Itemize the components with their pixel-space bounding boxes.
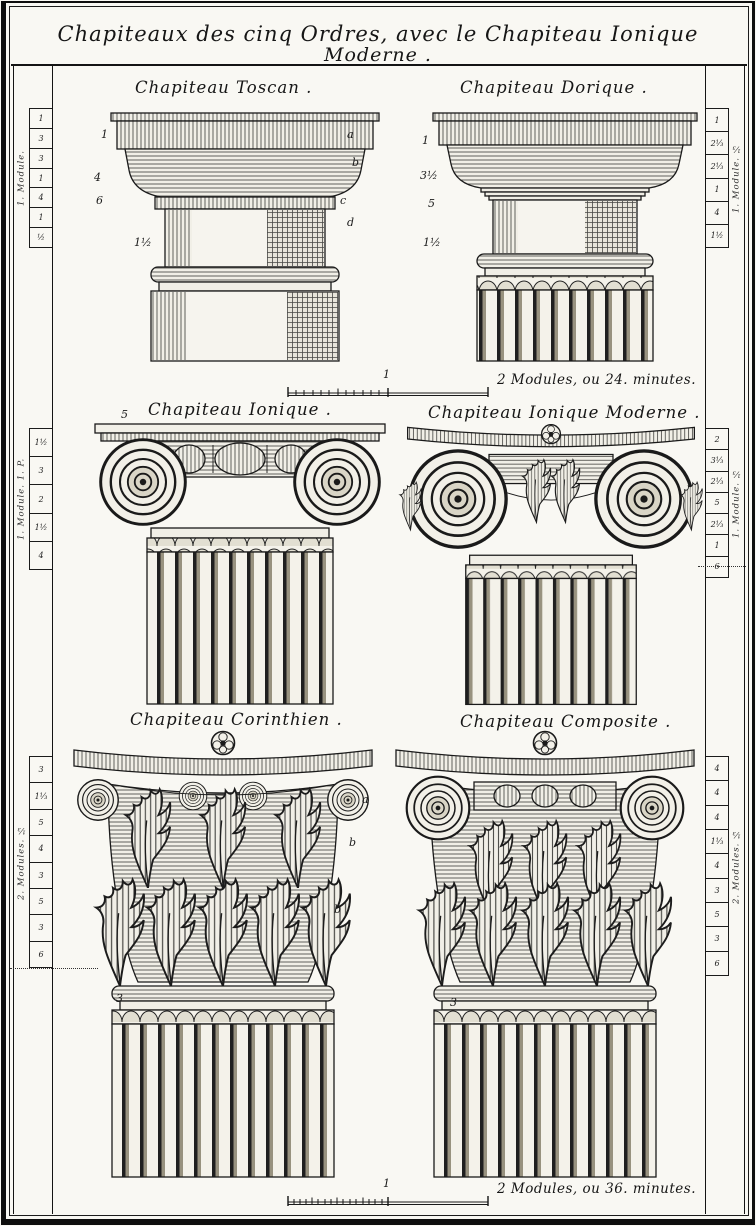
scale-cell: 4	[706, 757, 728, 781]
scale-cell: 2	[706, 429, 728, 450]
scale-cell: 1	[30, 208, 52, 228]
right-scale-ionique-moderne-label: 1. Module. ⅓	[731, 467, 742, 539]
title-ionique-moderne: Chapiteau Ionique Moderne .	[428, 403, 701, 422]
corinthian-capital-figure	[68, 728, 378, 1178]
annotation-label: 5	[121, 408, 128, 421]
scale-cell: 2	[30, 485, 52, 513]
scale-cell: 3	[30, 757, 52, 783]
scale-cell: 5	[30, 810, 52, 836]
scale-cell: 3⅓	[706, 450, 728, 471]
right-scale-dorique	[706, 108, 744, 248]
composite-capital-figure	[390, 728, 700, 1178]
title-rule	[11, 64, 747, 66]
scale-bar-top-label: 2 Modules, ou 24. minutes.	[497, 372, 697, 388]
title-corinthien: Chapiteau Corinthien .	[130, 710, 343, 729]
scale-cell: 2⅓	[706, 132, 728, 155]
scale-cell: 1	[706, 535, 728, 556]
scale-bar-bottom-rule	[287, 1194, 489, 1207]
scale-cell: 5	[706, 493, 728, 514]
scale-cell: 1½	[706, 225, 728, 248]
left-scale-ionique	[14, 428, 52, 570]
annotation-label: b	[349, 836, 357, 849]
annotation-label: c	[340, 194, 347, 207]
scale-cell: 4	[30, 836, 52, 862]
annotation-label: b	[352, 156, 360, 169]
annotation-label: 3½	[420, 169, 438, 182]
annotation-label: d	[347, 216, 355, 229]
scale-cell: 1⅓	[706, 830, 728, 854]
right-scale-composite-label: 2. Modules. ⅓	[731, 827, 742, 905]
title-ionique: Chapiteau Ionique .	[148, 400, 332, 419]
modern-ionic-capital-figure	[396, 415, 706, 710]
left-scale-corinthien	[14, 756, 52, 968]
scale-cell: 2⅓	[706, 514, 728, 535]
scale-cell: 3	[30, 863, 52, 889]
scale-bar-top-rule	[287, 385, 489, 398]
scale-cell: 1½	[30, 429, 52, 457]
scale-cell: 3	[30, 457, 52, 485]
annotation-label: 6	[96, 194, 103, 207]
scale-cell: 4	[30, 188, 52, 208]
annotation-label: b	[334, 903, 342, 916]
annotation-label: 1½	[423, 236, 441, 249]
scale-cell: 3	[706, 927, 728, 951]
annotation-label: 3	[450, 996, 457, 1009]
scale-cell: 5	[706, 903, 728, 927]
annotation-label: 4	[94, 171, 101, 184]
scale-cell: 6	[30, 942, 52, 968]
annotation-label: a	[347, 128, 354, 141]
scale-cell: 4	[706, 202, 728, 225]
scale-bar-top	[287, 368, 489, 402]
title-toscan: Chapiteau Toscan .	[135, 78, 313, 97]
plate-title: Chapiteaux des cinq Ordres, avec le Chapiteau Ionique	[57, 22, 699, 46]
scale-cell: 1	[30, 109, 52, 129]
annotation-label: a	[362, 793, 369, 806]
left-scale-corinthien-label: 2. Modules. ⅓	[16, 823, 27, 901]
right-margin-column	[705, 66, 745, 1214]
scale-cell: 1	[706, 179, 728, 202]
title-composite: Chapiteau Composite .	[460, 712, 672, 731]
left-scale-toscan	[14, 108, 52, 248]
scale-cell: 3	[706, 879, 728, 903]
scale-bar-bottom-label: 2 Modules, ou 36. minutes.	[497, 1181, 697, 1197]
scale-cell: 4	[706, 806, 728, 830]
annotation-label: 1½	[134, 236, 152, 249]
left-scale-toscan-label: 1. Module.	[16, 150, 27, 206]
scale-cell: 2⅓	[706, 155, 728, 178]
scale-bar-top-one: 1	[383, 368, 390, 381]
scale-cell: 1	[706, 109, 728, 132]
annotation-label: 1	[101, 128, 108, 141]
scale-cell: 3	[30, 149, 52, 169]
doric-capital-figure	[425, 110, 705, 362]
left-margin-column	[13, 66, 53, 1214]
scale-cell: 1	[30, 169, 52, 189]
scale-cell: 3	[30, 129, 52, 149]
scale-cell: 1⅓	[30, 783, 52, 809]
right-scale-dorique-label: 1. Module. ⅓	[731, 142, 742, 214]
left-scale-ionique-label: 1. Module. 1. P.	[16, 457, 27, 541]
scale-cell: 5	[30, 889, 52, 915]
scale-cell: 4	[706, 854, 728, 878]
title-dorique: Chapiteau Dorique .	[460, 78, 648, 97]
scale-cell: 6	[706, 952, 728, 976]
right-scale-ionique-moderne	[706, 428, 744, 578]
plate-title-line2: Moderne .	[324, 44, 432, 66]
scale-cell: 4	[706, 781, 728, 805]
annotation-label: 1	[422, 134, 429, 147]
right-scale-composite	[706, 756, 744, 976]
scale-bar-bottom-one: 1	[383, 1177, 390, 1190]
scale-cell: 2⅓	[706, 472, 728, 493]
scale-bar-bottom	[287, 1177, 489, 1211]
scale-cell: ½	[30, 228, 52, 248]
ionic-capital-figure	[85, 420, 395, 705]
scale-cell: 1½	[30, 514, 52, 542]
annotation-label: 3	[116, 992, 123, 1005]
scale-cell: 6	[706, 557, 728, 578]
scale-cell: 4	[30, 542, 52, 570]
scale-cell: 3	[30, 915, 52, 941]
annotation-label: 5	[428, 197, 435, 210]
